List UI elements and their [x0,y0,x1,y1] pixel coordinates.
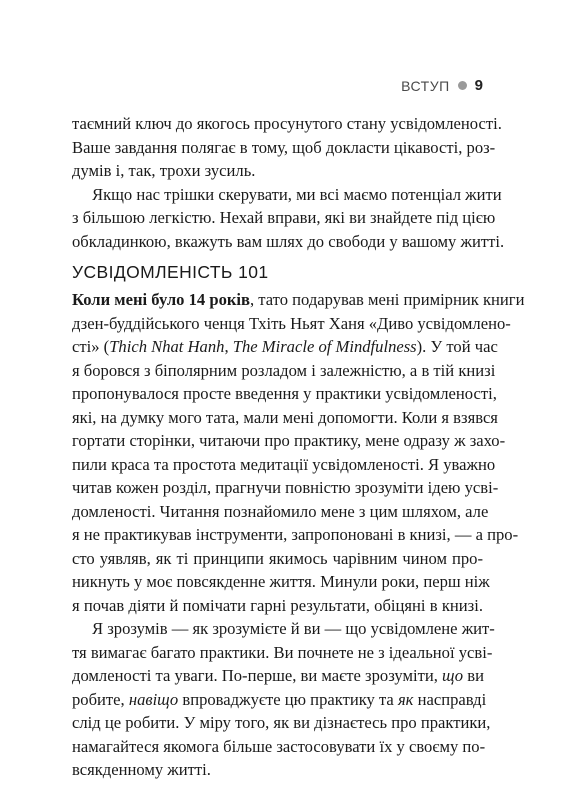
separator-dot-icon [458,81,467,90]
text-line: дзен-буддійського ченця Тхіть Ньят Ханя «Диво усвідомлено- [72,313,511,333]
intro-paragraph-1 [72,112,502,183]
text-line: таємний ключ до якогось просунутого стану усвідомленості. [72,114,502,133]
paragraph-4 [72,617,495,782]
emphasis-italic: що [442,666,464,685]
text-line: Якщо нас трішки скерувати, ми всі маємо потенціал жити [92,184,502,204]
text-line: я не практикував інструменти, запропоновані в книзі, — а про- [72,525,519,544]
text-line: намагайтеся якомога більше застосовувати їх у своєму по- [72,736,486,756]
text-line: никнуть у моє повсякденне життя. Минули роки, перш ніж [72,572,490,591]
text-line: читав кожен розділ, прагнучи повністю зрозуміти ідею усві- [72,478,499,497]
running-head-section: ВСТУП [401,77,450,94]
text-line: сто уявляв, як ті принципи якимось чарівним чином про- [72,548,483,568]
text-line: пропонувалося просте введення у практики усвідомленості, [72,384,497,403]
text-line: Коли мені було 14 років, тато подарував мені примірник книги [72,290,525,309]
page-number: 9 [474,77,483,94]
text-line: Я зрозумів — як зрозумієте й ви — що усвідомлене жит- [92,619,495,638]
text-line: пили краса та простота медитації усвідомленості. Я уважно [72,454,496,474]
paragraph-3 [72,288,525,617]
text-line: з більшою легкістю. Нехай вправи, які ви знайдете під цією [72,208,496,227]
text-line: гортати сторінки, читаючи про практику, мене одразу ж захо- [72,431,506,450]
text-line: які, на думку мого тата, мали мені допомогти. Коли я взявся [72,407,498,427]
emphasis-italic: як [397,689,414,709]
main-text [72,288,525,782]
intro-paragraph-2 [72,183,505,254]
text-line: думів і, так, трохи зусиль. [72,161,256,180]
text-line: я боровся з біполярним розладом і залежністю, а в тій книзі [72,360,496,380]
text-line: я почав діяти й помічати гарні результати, обіцяні в книзі. [72,595,483,615]
text-line: тя вимагає багато практики. Ви почнете не з ідеальної усві- [72,642,493,662]
author-name-italic: Thich Nhat Hanh [109,337,225,356]
text-line: обкладинкою, вкажуть вам шлях до свободи у вашому житті. [72,231,505,251]
intro-text [72,112,505,253]
lead-in-bold: Коли мені було 14 років [72,290,250,309]
text-line: робите, навіщо впроваджуєте цю практику та як насправді [72,689,487,709]
text-line: сті» (Thich Nhat Hanh, The Miracle of Mindfulness). У той час [72,337,498,356]
running-head [401,77,483,94]
text-line: домленості. Читання познайомило мене з цим шляхом, але [72,501,489,521]
section-heading: УСВІДОМЛЕНІСТЬ 101 [72,262,269,282]
text-line: Ваше завдання полягає в тому, щоб докласти цікавості, роз- [72,137,496,157]
emphasis-italic: навіщо [128,689,179,709]
text-line: слід це робити. У міру того, як ви дізнаєтесь про практики, [72,713,491,732]
book-title-italic: The Miracle of Mindfulness [232,337,417,356]
text-line: домленості та уваги. По-перше, ви маєте зрозуміти, що ви [72,666,484,685]
text-line: всякденному житті. [72,760,211,779]
